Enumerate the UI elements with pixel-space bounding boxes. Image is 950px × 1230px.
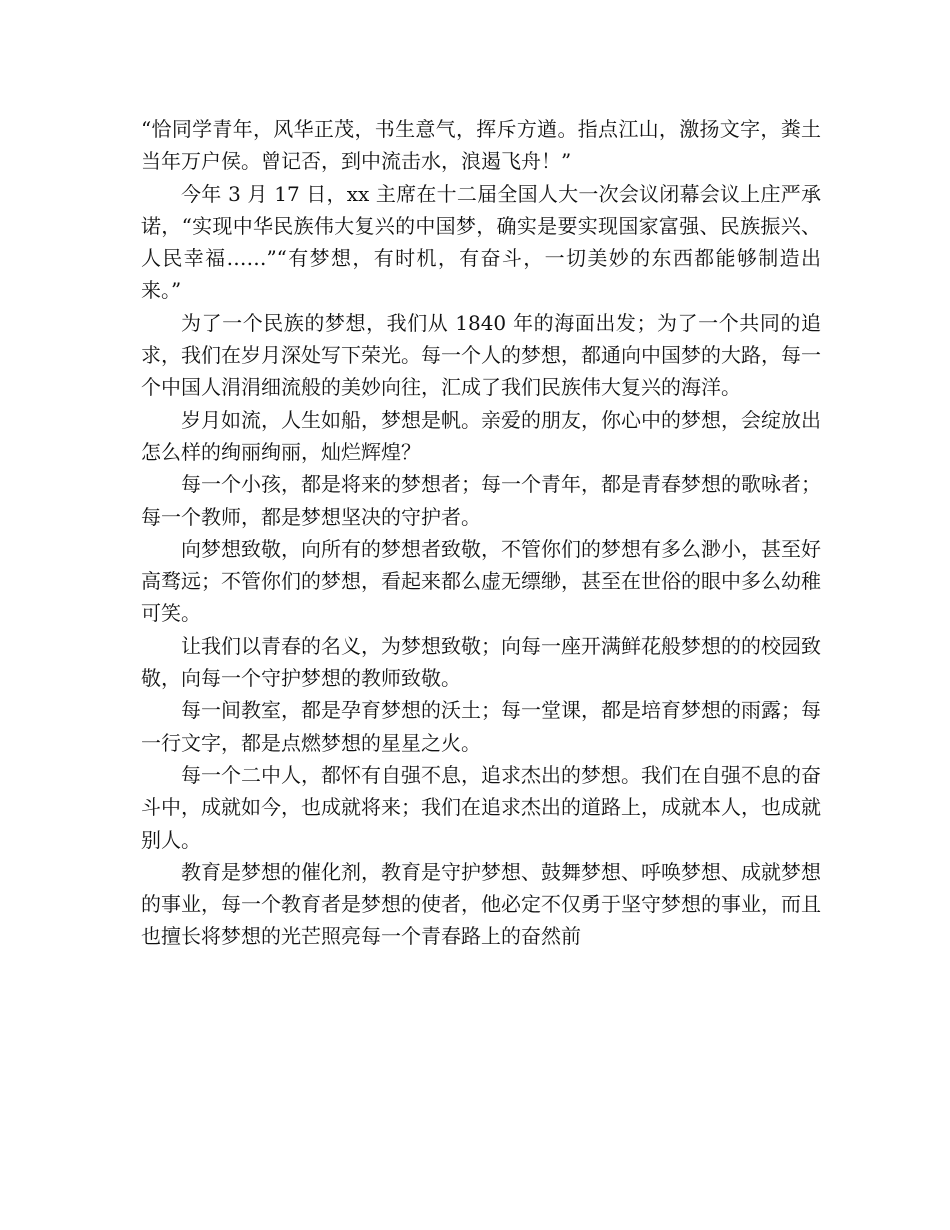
paragraph-education: 教育是梦想的催化剂，教育是守护梦想、鼓舞梦想、呼唤梦想、成就梦想的事业，每一个教育者是梦想的使者，他必定不仅勇于坚守梦想的事业，而且也擅长将梦想的光芒照亮每一个青春路上的奋然前 [141,859,821,949]
paragraph-youth-salute: 让我们以青春的名义，为梦想致敬；向每一座开满鲜花般梦想的的校园致敬，向每一个守护梦想的教师致敬。 [141,633,821,691]
paragraph-poem-quote: “恰同学青年，风华正茂，书生意气，挥斥方遒。指点江山，激扬文字，粪土当年万户侯。曾记否，到中流击水，浪遏飞舟！” [141,117,821,174]
paragraph-life-as-boat: 岁月如流，人生如船，梦想是帆。亲爱的朋友，你心中的梦想，会绽放出怎么样的绚丽绚丽，灿烂辉煌？ [141,407,821,464]
paragraph-dreamers: 每一个小孩，都是将来的梦想者；每一个青年，都是青春梦想的歌咏者；每一个教师，都是梦想坚决的守护者。 [141,472,821,529]
paragraph-classroom: 每一间教室，都是孕育梦想的沃土；每一堂课，都是培育梦想的雨露；每一行文字，都是点燃梦想的星星之火。 [141,698,821,755]
paragraph-national-dream: 为了一个民族的梦想，我们从 1840 年的海面出发；为了一个共同的追求，我们在岁月深处写下荣光。每一个人的梦想，都通向中国梦的大路，每一个中国人涓涓细流般的美妙向往，汇成了我们民族伟大复兴的海洋。 [141,310,821,400]
paragraph-chinese-dream-pledge: 今年 3 月 17 日，xx 主席在十二届全国人大一次会议闭幕会议上庄严承诺，“实现中华民族伟大复兴的中国梦，确实是要实现国家富强、民族振兴、人民幸福……”“有梦想，有时机，有奋斗，一切美妙的东西都能够制造出来。” [141,181,821,303]
paragraph-salute-dreams: 向梦想致敬，向所有的梦想者致敬，不管你们的梦想有多么渺小，甚至好高骛远；不管你们的梦想，看起来都么虚无缥缈，甚至在世俗的眼中多么幼稚可笑。 [141,536,821,626]
paragraph-school-spirit: 每一个二中人，都怀有自强不息，追求杰出的梦想。我们在自强不息的奋斗中，成就如今，也成就将来；我们在追求杰出的道路上，成就本人，也成就别人。 [141,762,821,852]
body-text [141,113,821,953]
